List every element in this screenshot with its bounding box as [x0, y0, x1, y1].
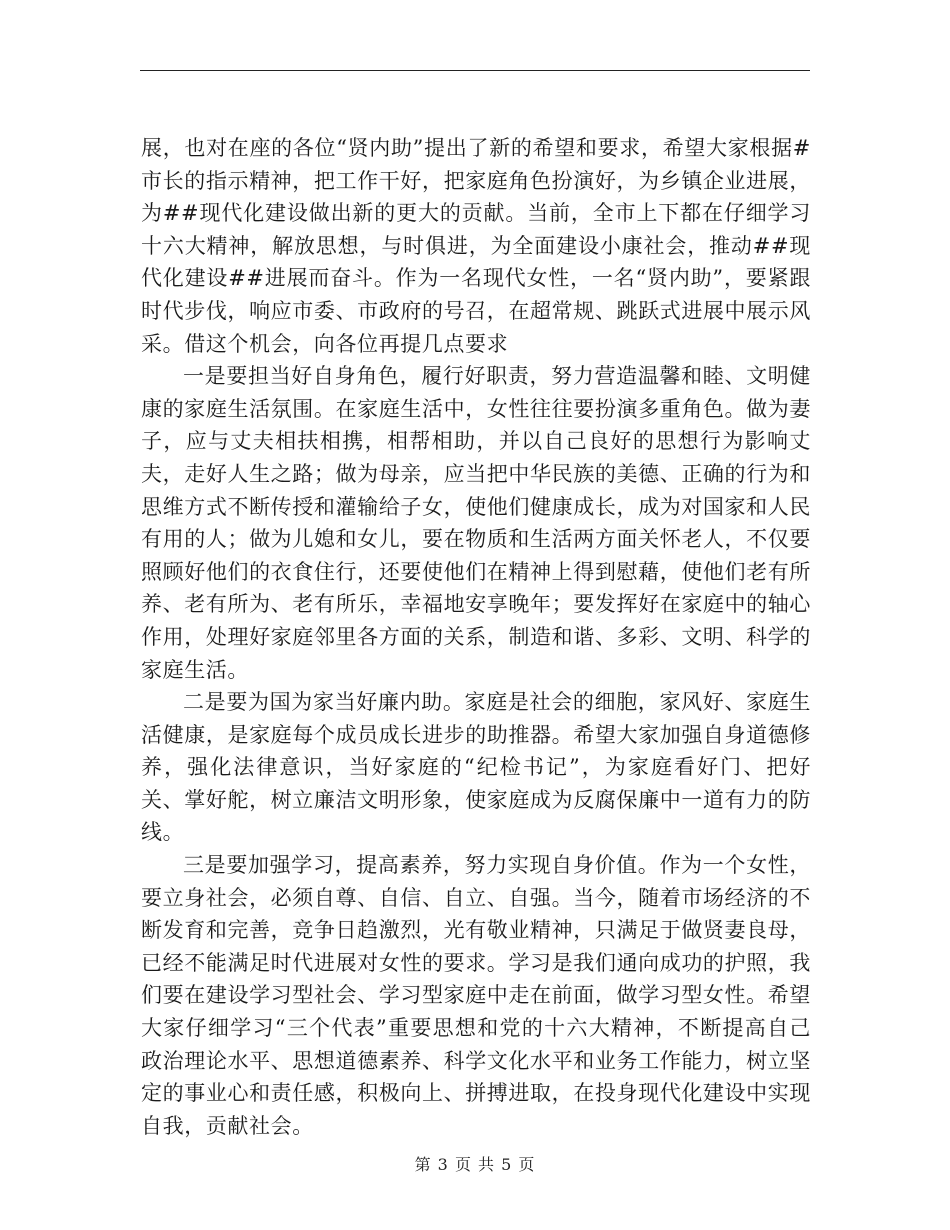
- paragraph-1: 展，也对在座的各位“贤内助”提出了新的希望和要求，希望大家根据#市长的指示精神，把工作干好，把家庭角色扮演好，为乡镇企业进展，为##现代化建设做出新的更大的贡献。当前，全市上下都在仔细学习十六大精神，解放思想，与时俱进，为全面建设小康社会，推动##现代化建设##进展而奋斗。作为一名现代女性，一名“贤内助”，要紧跟时代步伐，响应市委、市政府的号召，在超常规、跳跃式进展中展示风采。借这个机会，向各位再提几点要求: [141, 136, 811, 356]
- paragraph-4: 三是要加强学习，提高素养，努力实现自身价值。作为一个女性，要立身社会，必须自尊、自信、自立、自强。当今，随着市场经济的不断发育和完善，竞争日趋激烈，光有敬业精神，只满足于做贤妻良母，已经不能满足时代进展对女性的要求。学习是我们通向成功的护照，我们要在建设学习型社会、学习型家庭中走在前面，做学习型女性。希望大家仔细学习“三个代表”重要思想和党的十六大精神，不断提高自己政治理论水平、思想道德素养、科学文化水平和业务工作能力，树立坚定的事业心和责任感，积极向上、拼搏进取，在投身现代化建设中实现自我，贡献社会。: [141, 853, 811, 1138]
- header-rule: [140, 70, 810, 71]
- paragraph-3: 二是要为国为家当好廉内助。家庭是社会的细胞，家风好、家庭生活健康，是家庭每个成员成长进步的助推器。希望大家加强自身道德修养，强化法律意识，当好家庭的“纪检书记”，为家庭看好门、把好关、掌好舵，树立廉洁文明形象，使家庭成为反腐保廉中一道有力的防线。: [141, 690, 811, 845]
- paragraph-2: 一是要担当好自身角色，履行好职责，努力营造温馨和睦、文明健康的家庭生活氛围。在家庭生活中，女性往往要扮演多重角色。做为妻子，应与丈夫相扶相携，相帮相助，并以自己良好的思想行为影响丈夫，走好人生之路；做为母亲，应当把中华民族的美德、正确的行为和思维方式不断传授和灌输给子女，使他们健康成长，成为对国家和人民有用的人；做为儿媳和女儿，要在物质和生活两方面关怀老人，不仅要照顾好他们的衣食住行，还要使他们在精神上得到慰藉，使他们老有所养、老有所为、老有所乐，幸福地安享晚年；要发挥好在家庭中的轴心作用，处理好家庭邻里各方面的关系，制造和谐、多彩、文明、科学的家庭生活。: [141, 364, 811, 682]
- page-number-footer: 第 3 页 共 5 页: [414, 1155, 536, 1174]
- document-body: [141, 132, 811, 1142]
